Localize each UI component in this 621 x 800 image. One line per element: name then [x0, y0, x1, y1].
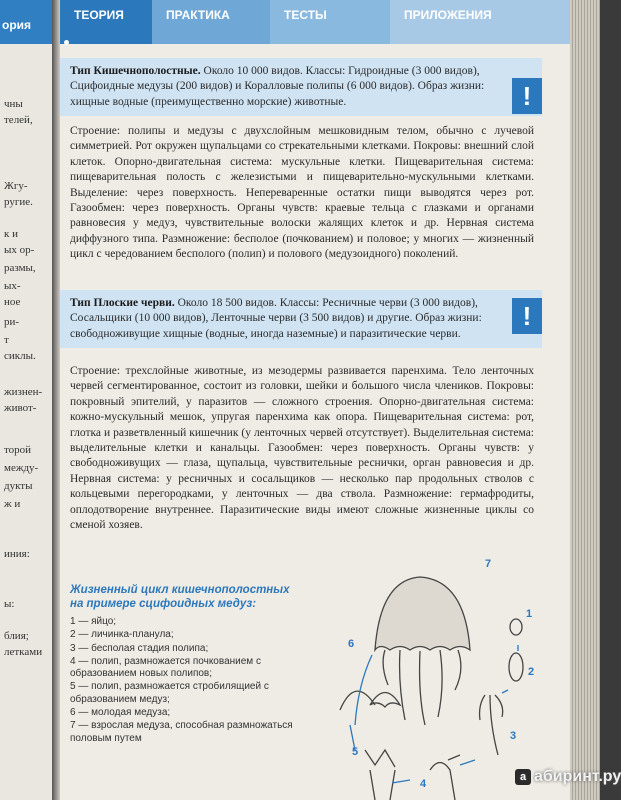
left-fragment: жизнен-: [4, 386, 43, 398]
flatworms-summary: [60, 290, 542, 348]
watermark-text: абиринт.ру: [534, 768, 621, 785]
legend-item: 6 — молодая медуза;: [70, 707, 171, 719]
exclamation-icon: !: [512, 78, 542, 114]
left-fragment: чны: [4, 98, 23, 110]
tab-theory[interactable]: ТЕОРИЯ: [60, 0, 152, 44]
left-fragment: торой: [4, 444, 32, 456]
left-fragment: Жгу-: [4, 180, 28, 192]
figure-label-5: 5: [352, 746, 359, 758]
exclamation-icon: !: [512, 298, 542, 334]
page-edges: [570, 0, 600, 800]
planula-larva: [509, 653, 523, 681]
coelenterates-body: Строение: полипы и медузы с двухслойным мешковидным телом, обычно с лучевой симметрией. Рот окружен щупальцами со стрекательными клетками. Покровы: внешний слой клеток. Опорно-двигательная система: мускульные клетки. Пищеварительная система: пищеварительная полость с железистыми и пищеварительно-мускульными клетками. Выделение: через поверхность. Непереваренные остатки пищи выводятся через рот. Газообмен: через поверхность. Органы чувств: краевые тельца с глазками и органами равновесия у медуз, чувствительные волоски жалящих клеток и др. Нервная система диффузного типа. Размножение: бесполое (почкованием) и половое; у многих — жизненный цикл с чередованием бесполого (полип) и полового (медузоидного) поколений.: [70, 125, 534, 261]
egg: [510, 619, 522, 635]
flatworms-body: Строение: трехслойные животные, из мезодермы развивается паренхима. Тело ленточных червей сегментированное, состоит из головки, шейки и большого числа члеников. Покровы: покровный эпителий, у паразитов — сложного строения. Опорно-двигательная система: кожно-мускульный мешок, упругая паренхима как опора. Пищеварительная система: рот, глотка и разветвленный кишечник (у ленточных червей отсутствует). Выделительная система: выделительные клетки и канальцы. Газообмен: через поверхность. Органы чувств: у свободноживущих — глаза, щупальца, чувствительные реснички, орган равновесия и др. Нервная система: у ресничных и сосальщиков — несколько пар продольных стволов с кольцевыми перегородками, у ленточных — два ствола. Размножение: гермафродиты, оплодотворение внутреннее. Паразитические виды имеют сложные жизненные циклы со сменой хозяев.: [70, 365, 534, 532]
left-fragment: иния:: [4, 548, 30, 560]
legend-item: 3 — бесполая стадия полипа;: [70, 642, 209, 654]
flatworms-summary-text: Около 18 500 видов. Классы: Ресничные черви (3 000 видов), Сосальщики (10 000 видов), Ленточные черви (3 500 видов) и другие. Образ жизни: свободноживущие хищные (водные, иногда наземные) и паразитические черви.: [70, 297, 482, 340]
coelenterates-summary-text: Около 10 000 видов. Классы: Гидроидные (3 000 видов), Сцифоидные медузы (200 видов) и Коралловые полипы (6 000 видов). Образ жизни: хищные водные (преимущественно морские) животные.: [70, 65, 485, 108]
left-fragment: ное: [4, 296, 21, 308]
left-fragment: сиклы.: [4, 350, 36, 362]
left-fragment: ых ор-: [4, 244, 35, 256]
left-fragment: т: [4, 334, 9, 346]
figure-label-6: 6: [348, 638, 355, 650]
strobila: [365, 750, 395, 800]
cycle-arrows: [350, 645, 518, 783]
left-fragment: летками: [4, 646, 43, 658]
legend-item: 2 — личинка-планула;: [70, 629, 174, 641]
tab-practice[interactable]: ПРАКТИКА: [152, 0, 270, 44]
figure-legend: [70, 616, 300, 746]
jellyfish-life-cycle-illustration: [280, 555, 540, 800]
figure-label-7: 7: [485, 558, 492, 570]
left-fragment: живот-: [4, 402, 37, 414]
flatworms-title: Тип Плоские черви.: [70, 297, 175, 309]
left-fragment: между-: [4, 462, 39, 474]
section-flatworms: [60, 290, 542, 348]
tab-tests[interactable]: ТЕСТЫ: [270, 0, 390, 44]
left-page-tab: ория: [0, 0, 52, 44]
legend-item: 1 — яйцо;: [70, 616, 117, 627]
budding-polip: [430, 755, 460, 800]
left-page: [0, 0, 52, 800]
watermark-logo-icon: а: [515, 769, 531, 785]
tab-bullet: [64, 40, 69, 45]
tab-appendix[interactable]: ПРИЛОЖЕНИЯ: [390, 0, 570, 44]
left-fragment: дукты: [4, 480, 33, 492]
left-fragment: к и: [4, 228, 18, 240]
section-tabs: [60, 0, 570, 44]
polip-stage: [480, 695, 503, 755]
adult-medusa-tentacles: [383, 650, 461, 725]
left-fragment: ы:: [4, 598, 15, 610]
book-spine: [52, 0, 60, 800]
legend-item: 5 — полип, размножается стробилящией с образованием медуз;: [70, 681, 269, 705]
left-fragment: размы,: [4, 262, 36, 274]
figure-label-4: 4: [420, 778, 427, 790]
figure-title: Жизненный цикл кишечнополостных на примере сцифоидных медуз:: [70, 584, 290, 610]
adult-medusa-bell: [375, 577, 470, 650]
left-fragment: ри-: [4, 316, 20, 328]
coelenterates-title: Тип Кишечнополостные.: [70, 65, 201, 77]
cycle-arrow: [355, 655, 372, 725]
left-fragment: ых-: [4, 280, 21, 292]
coelenterates-summary: [60, 58, 542, 116]
left-fragment: блия;: [4, 630, 29, 642]
section-coelenterates: [60, 58, 542, 116]
left-fragment: телей,: [4, 114, 33, 126]
left-fragment: ругие.: [4, 196, 33, 208]
figure-label-3: 3: [510, 730, 517, 742]
legend-item: 4 — полип, размножается почкованием с образованием новых полипов;: [70, 655, 261, 680]
right-page: [60, 0, 621, 800]
left-fragment: ж и: [4, 498, 21, 510]
legend-item: 7 — взрослая медуза, способная размножаться половым путем: [70, 720, 293, 744]
figure-label-2: 2: [528, 666, 535, 678]
watermark: [515, 768, 621, 786]
figure-label-1: 1: [526, 608, 533, 620]
